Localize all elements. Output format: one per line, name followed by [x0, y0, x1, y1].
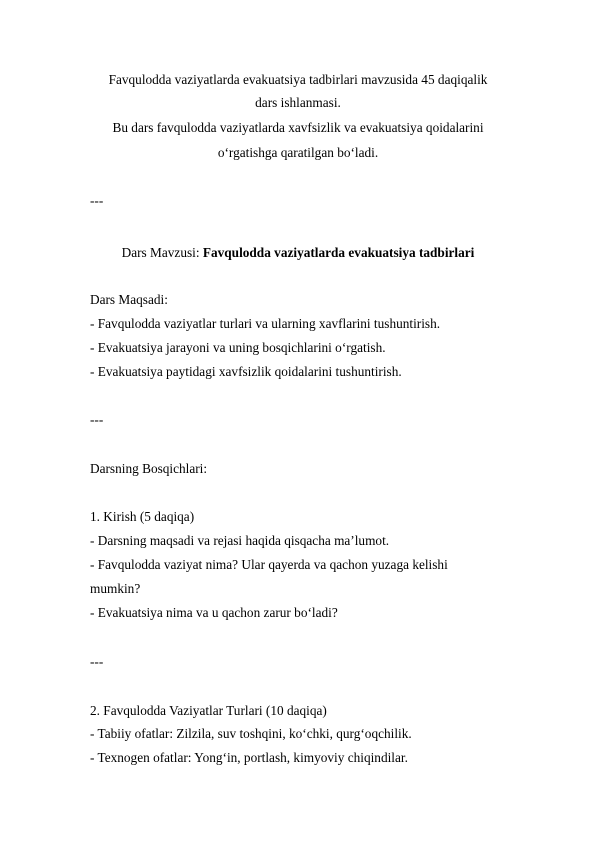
goals-heading: Dars Maqsadi:: [90, 292, 168, 307]
intro-line-4: o‘rgatishga qaratilgan bo‘ladi.: [217, 145, 379, 160]
goals-item: - Evakuatsiya paytidagi xavfsizlik qoidalarini tushuntirish.: [90, 364, 402, 379]
topic-label: Dars Mavzusi:: [121, 245, 203, 260]
section2-heading: 2. Favqulodda Vaziyatlar Turlari (10 daqiqa): [90, 703, 327, 718]
intro-line-2: dars ishlanmasi.: [255, 95, 341, 110]
section1-item: - Evakuatsiya nima va u qachon zarur bo‘ladi?: [90, 605, 338, 620]
section2-item: - Tabiiy ofatlar: Zilzila, suv toshqini, ko‘chki, qurg‘oqchilik.: [90, 726, 412, 741]
goals-item: - Evakuatsiya jarayoni va uning bosqichlarini o‘rgatish.: [90, 340, 386, 355]
separator-3: ---: [90, 654, 104, 669]
section1-item: - Darsning maqsadi va rejasi haqida qisqacha ma’lumot.: [90, 533, 390, 548]
intro-line-3: Bu dars favqulodda vaziyatlarda xavfsizlik va evakuatsiya qoidalarini: [112, 120, 484, 135]
section1-item: - Favqulodda vaziyat nima? Ular qayerda va qachon yuzaga kelishi: [90, 557, 448, 572]
stages-heading: Darsning Bosqichlari:: [90, 461, 208, 476]
separator-2: ---: [90, 412, 104, 427]
section1-item-continued: mumkin?: [90, 581, 141, 596]
separator-1: ---: [90, 193, 104, 208]
goals-item: - Favqulodda vaziyatlar turlari va ularning xavflarini tushuntirish.: [90, 316, 441, 331]
topic-value: Favqulodda vaziyatlarda evakuatsiya tadbirlari: [202, 245, 475, 260]
section1-heading: 1. Kirish (5 daqiqa): [90, 509, 195, 524]
topic-line: [0, 245, 596, 261]
section2-item: - Texnogen ofatlar: Yong‘in, portlash, kimyoviy chiqindilar.: [90, 750, 408, 765]
intro-line-1: Favqulodda vaziyatlarda evakuatsiya tadbirlari mavzusida 45 daqiqalik: [108, 72, 488, 87]
